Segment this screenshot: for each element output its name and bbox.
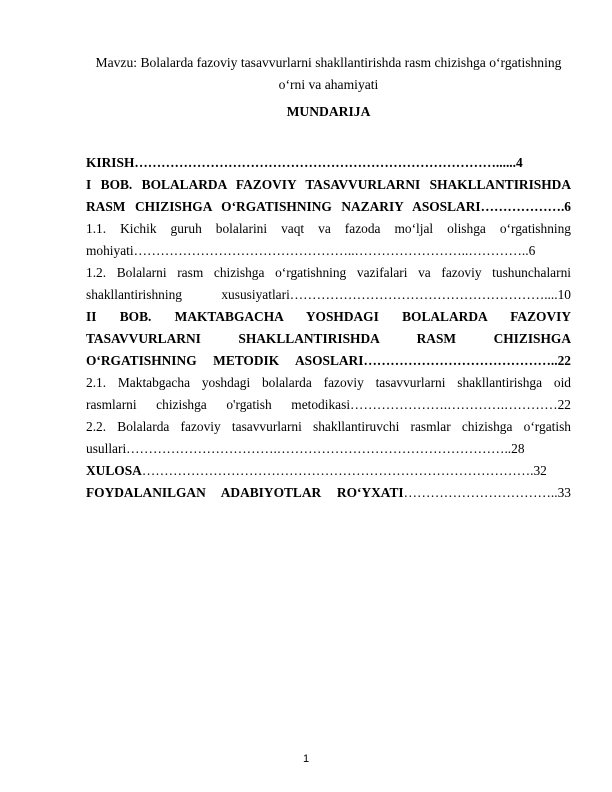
document-title <box>86 52 571 96</box>
toc-entry-line: TASAVVURLARNI SHAKLLANTIRISHDA RASM CHIZISHGA <box>86 331 571 346</box>
toc-entry-line: XULOSA…………………………………………………………………………….32 <box>86 463 547 478</box>
toc-entry-line: 2.2. Bolalarda fazoviy tasavvurlarni shakllantiruvchi rasmlar chizishga o‘rgatish <box>86 419 571 434</box>
toc-entry <box>86 174 571 218</box>
page-number: 1 <box>302 753 310 765</box>
toc-entry <box>86 460 571 482</box>
toc-entry-line: O‘RGATISHNING METODIK ASOSLARI……………………………………..22 <box>86 353 571 368</box>
toc-entry <box>86 416 571 460</box>
toc-entry-line: RASM CHIZISHGA O‘RGATISHNING NAZARIY ASOSLARI……………….6 <box>86 199 571 214</box>
toc-entry <box>86 218 571 262</box>
toc-entry <box>86 306 571 372</box>
toc-entry-line: 2.1. Maktabgacha yoshdagi bolalarda fazoviy tasavvurlarni shakllantirishga oid <box>86 375 571 390</box>
toc-entry <box>86 152 571 174</box>
table-of-contents <box>86 152 571 504</box>
toc-heading: MUNDARIJA <box>286 104 371 119</box>
toc-entry-line: II BOB. MAKTABGACHA YOSHDAGI BOLALARDA FAZOVIY <box>86 309 571 324</box>
toc-entry <box>86 262 571 306</box>
title-line-1: Mavzu: Bolalarda fazoviy tasavvurlarni shakllantirishda rasm chizishga o‘rgatishning <box>95 55 562 70</box>
toc-entry-line: FOYDALANILGAN ADABIYOTLAR RO‘YXATI……………………………..33 <box>86 485 571 500</box>
toc-entry <box>86 372 571 416</box>
title-line-2: o‘rni va ahamiyati <box>278 77 379 92</box>
toc-entry-line: usullari…………………………….……………………………………………..28 <box>86 441 525 456</box>
toc-entry-line: mohiyati…………………………………………..……………………..…………..6 <box>86 243 536 258</box>
toc-entry-line: I BOB. BOLALARDA FAZOVIY TASAVVURLARNI SHAKLLANTIRISHDA <box>86 177 571 192</box>
toc-entry <box>86 482 571 504</box>
toc-entry-line: rasmlarni chizishga o'rgatish metodikasi………………….………….…………22 <box>86 397 571 412</box>
toc-entry-line: KIRISH………………………………………………………………………......4 <box>86 155 523 170</box>
toc-entry-line: shakllantirishning xususiyatlari…………………………………………………....10 <box>86 287 571 302</box>
toc-entry-line: 1.1. Kichik guruh bolalarini vaqt va fazoda mo‘ljal olishga o‘rgatishning <box>86 221 571 236</box>
toc-entry-line: 1.2. Bolalarni rasm chizishga o‘rgatishning vazifalari va fazoviy tushunchalarni <box>86 265 571 280</box>
